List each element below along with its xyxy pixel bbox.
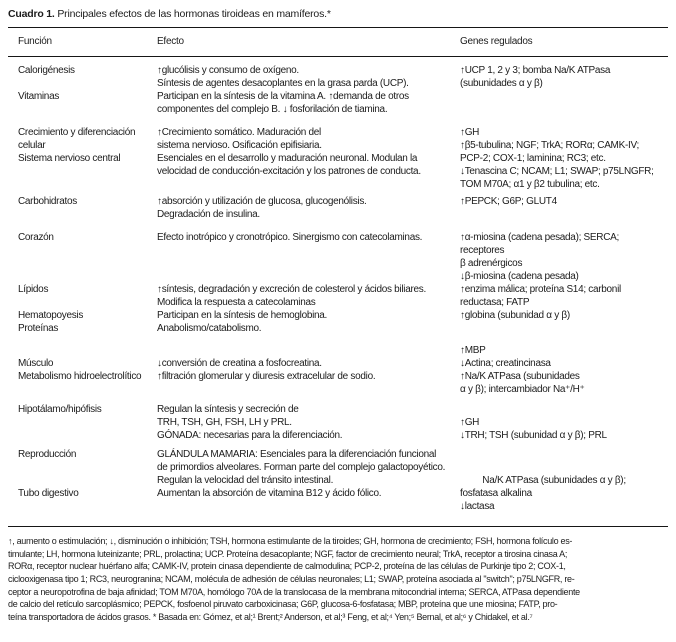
footnote	[8, 535, 668, 624]
cell-funcion	[8, 283, 157, 296]
table-title-number: Cuadro 1.	[8, 8, 55, 20]
cell-efecto	[157, 487, 460, 500]
footnote-line: teína transportadora de ácidos grasos. * Basada en: Gómez, et al;¹ Brent;² Anderson, et al;³ Feng, et al;⁴ Yen;⁵ Bernal, et al;⁶ y Chidakel, et al.⁷	[8, 612, 533, 623]
cell-line: ↓Actina; creatincinasa	[460, 358, 551, 369]
cell-line: fosfatasa alkalina	[460, 488, 532, 499]
table-row	[8, 126, 668, 152]
cell-funcion	[8, 126, 157, 152]
cell-line: Carbohidratos	[18, 196, 77, 207]
cell-line: sistema nervioso. Osificación epifisiaria.	[157, 140, 322, 151]
cell-line: Metabolismo hidroelectrolítico	[18, 371, 142, 382]
table-row	[8, 403, 668, 442]
cell-genes	[460, 126, 668, 152]
cell-line: Participan en la síntesis de la vitamina A. ↑demanda de otros	[157, 91, 409, 102]
cell-efecto	[157, 448, 460, 487]
cell-line: de primordios alveolares. Forman parte del complejo galactopoyético.	[157, 462, 446, 473]
cell-efecto	[157, 283, 460, 309]
cell-line: Vitaminas	[18, 91, 60, 102]
cell-line: componentes del complejo B. ↓ fosforilación de tiamina.	[157, 104, 388, 115]
cell-line: Lípidos	[18, 284, 49, 295]
cell-line: Crecimiento y diferenciación	[18, 127, 136, 138]
cell-line: ↑MBP	[460, 345, 486, 356]
cell-line: Degradación de insulina.	[157, 209, 260, 220]
cell-line: Calorigénesis	[18, 65, 75, 76]
cell-line: reductasa; FATP	[460, 297, 530, 308]
cell-line: ↑PEPCK; G6P; GLUT4	[460, 196, 557, 207]
footnote-divider	[8, 526, 668, 527]
cell-line: Sistema nervioso central	[18, 153, 121, 164]
column-header-funcion: Función	[18, 36, 52, 47]
table-header-row	[8, 28, 668, 56]
cell-line: Anabolismo/catabolismo.	[157, 323, 262, 334]
cell-line: Proteínas	[18, 323, 59, 334]
cell-line: ↑β5-tubulina; NGF; TrkA; RORα; CAMK-IV;	[460, 140, 639, 151]
cell-funcion	[8, 90, 157, 103]
cell-line: ↑α-miosina (cadena pesada); SERCA;	[460, 232, 619, 243]
cell-line: ↑UCP 1, 2 y 3; bomba Na/K ATPasa	[460, 65, 611, 76]
cell-genes	[460, 283, 668, 309]
cell-line: β adrenérgicos	[460, 258, 523, 269]
cell-line: ↓β-miosina (cadena pesada)	[460, 271, 579, 282]
cell-line: velocidad de conducción-excitación y los patrones de conducta.	[157, 166, 421, 177]
cell-genes	[460, 357, 668, 370]
cell-line: Efecto inotrópico y cronotrópico. Sinergismo con catecolaminas.	[157, 232, 423, 243]
cell-funcion	[8, 64, 157, 77]
cell-line: celular	[18, 140, 46, 151]
cell-funcion	[8, 487, 157, 500]
cell-genes	[460, 370, 668, 396]
table-row	[8, 309, 668, 322]
table-body	[8, 64, 668, 513]
cell-line: Esenciales en el desarrollo y maduración neuronal. Modulan la	[157, 153, 418, 164]
footnote-line: de calcio del retículo sarcoplásmico; PEPCK, fosfoenol piruvato carboxicinasa; G6P, glucosa-6-fosfatasa; MBP, proteína que une miosina; FATP, pro-	[8, 599, 558, 610]
cell-line: ↑filtración glomerular y diuresis extracelular de sodio.	[157, 371, 376, 382]
table-row	[8, 357, 668, 370]
cell-line: Participan en la síntesis de hemoglobina.	[157, 310, 328, 321]
cell-line: Hipotálamo/hipófisis	[18, 404, 102, 415]
cell-efecto	[157, 126, 460, 152]
cell-efecto	[157, 195, 460, 221]
footnote-line: RORα, receptor nuclear huérfano alfa; CAMK-IV, protein cinasa dependiente de calmodulina; PCP-2, proteína de las células de Purkinje tipo 2; COX-1,	[8, 561, 566, 572]
cell-line: ↑síntesis, degradación y excreción de colesterol y ácidos biliares.	[157, 284, 426, 295]
cell-line: GÓNADA: necesarias para la diferenciación.	[157, 430, 343, 441]
cell-line: TRH, TSH, GH, FSH, LH y PRL.	[157, 417, 292, 428]
cell-line: ↓TRH; TSH (subunidad α y β); PRL	[460, 430, 607, 441]
footnote-line: timulante; LH, hormona luteinizante; PRL, prolactina; UCP. Proteína desacoplante; NGF, factor de crecimiento neural; TrkA, receptor a tirosina cinasa A;	[8, 548, 568, 559]
cell-efecto	[157, 64, 460, 90]
cell-efecto	[157, 152, 460, 178]
table-row	[8, 448, 668, 487]
cell-efecto	[157, 357, 460, 370]
cell-line: ↑enzima málica; proteína S14; carbonil	[460, 284, 621, 295]
cell-funcion	[8, 448, 157, 461]
cell-line: ↑GH	[460, 417, 480, 428]
cell-funcion	[8, 322, 157, 335]
table-row	[8, 231, 668, 283]
cell-line: ↓Tenascina C; NCAM; L1; SWAP; p75LNGFR;	[460, 166, 654, 177]
cell-funcion	[8, 357, 157, 370]
cell-efecto	[157, 403, 460, 442]
footnote-line: ceptor a neuropotrofina de baja afinidad; TOM M70A, homólogo 70A de la translocasa de la membrana mitocondrial interna; SERCA, ATPasa dependiente	[8, 586, 580, 597]
table-row	[8, 322, 668, 335]
cell-funcion	[8, 403, 157, 416]
table-row	[8, 90, 668, 116]
cell-genes	[460, 448, 668, 487]
cell-line: Corazón	[18, 232, 54, 243]
cell-line: Tubo digestivo	[18, 488, 79, 499]
table-row	[8, 283, 668, 309]
cell-line: receptores	[460, 245, 505, 256]
footnote-line: ↑, aumento o estimulación; ↓, disminución o inhibición; TSH, hormona estimulante de la tiroides; GH, hormona de crecimiento; FSH, hormona folículo es-	[8, 536, 573, 546]
cell-line: ↓conversión de creatina a fosfocreatina.	[157, 358, 322, 369]
table-row	[8, 487, 668, 513]
cell-line: Modifica la respuesta a catecolaminas	[157, 297, 316, 308]
header-divider	[8, 56, 668, 57]
cell-line: Síntesis de agentes desacoplantes en la grasa parda (UCP).	[157, 78, 409, 89]
cell-line: ↓lactasa	[460, 501, 495, 512]
cell-line: Reproducción	[18, 449, 77, 460]
cell-line	[460, 448, 668, 461]
table-row	[8, 64, 668, 90]
cell-funcion	[8, 195, 157, 208]
cell-line: (subunidades α y β)	[460, 78, 543, 89]
cell-genes	[460, 487, 668, 513]
table-row	[8, 152, 668, 191]
cell-line: ↑Na/K ATPasa (subunidades	[460, 371, 580, 382]
cell-line: PCP-2; COX-1; laminina; RC3; etc.	[460, 153, 606, 164]
cell-line: ↑absorción y utilización de glucosa, glucogenólisis.	[157, 196, 367, 207]
cell-funcion	[8, 309, 157, 322]
cell-genes	[460, 231, 668, 283]
cell-line: GLÁNDULA MAMARIA: Esenciales para la diferenciación funcional	[157, 449, 437, 460]
cell-line: Músculo	[18, 358, 54, 369]
column-header-genes: Genes regulados	[460, 36, 533, 47]
table-row	[8, 195, 668, 221]
cell-efecto	[157, 231, 460, 244]
cell-efecto	[157, 322, 460, 335]
table-row	[8, 344, 668, 357]
cell-genes	[460, 309, 668, 322]
cell-line: α y β); intercambiador Na⁺/H⁺	[460, 384, 585, 395]
cell-line: Regulan la velocidad del tránsito intestinal.	[157, 475, 334, 486]
table-row	[8, 370, 668, 396]
cell-line: ↑glucólisis y consumo de oxígeno.	[157, 65, 299, 76]
cell-efecto	[157, 309, 460, 322]
cell-funcion	[8, 231, 157, 244]
column-header-efecto: Efecto	[157, 36, 184, 47]
cell-genes	[460, 344, 668, 357]
cell-line	[460, 461, 668, 474]
cell-line: Aumentan la absorción de vitamina B12 y ácido fólico.	[157, 488, 382, 499]
cell-line: TOM M70A; α1 y β2 tubulina; etc.	[460, 179, 600, 190]
cell-line: Na/K ATPasa (subunidades α y β);	[460, 475, 626, 486]
cell-line: ↑GH	[460, 127, 480, 138]
cell-genes	[460, 152, 668, 191]
cell-genes	[460, 64, 668, 90]
footnote-line: ciclooxigenasa tipo 1; RC3, neurogranina; NCAM, molécula de adhesión de células neuronales; L1; SWAP, proteína asociada al "switch"; p75LNGFR, re-	[8, 574, 575, 585]
cell-efecto	[157, 370, 460, 383]
cell-line: ↑Crecimiento somático. Maduración del	[157, 127, 321, 138]
cell-efecto	[157, 90, 460, 116]
cell-line: ↑globina (subunidad α y β)	[460, 310, 570, 321]
cell-funcion	[8, 370, 157, 383]
cell-line: Hematopoyesis	[18, 310, 84, 321]
cell-line: Regulan la síntesis y secreción de	[157, 404, 299, 415]
cell-genes	[460, 403, 668, 442]
table-title-text: Principales efectos de las hormonas tiroideas en mamíferos.*	[54, 8, 331, 20]
cell-funcion	[8, 152, 157, 165]
cell-line	[460, 403, 668, 416]
table-title	[8, 8, 668, 20]
cell-genes	[460, 195, 668, 208]
